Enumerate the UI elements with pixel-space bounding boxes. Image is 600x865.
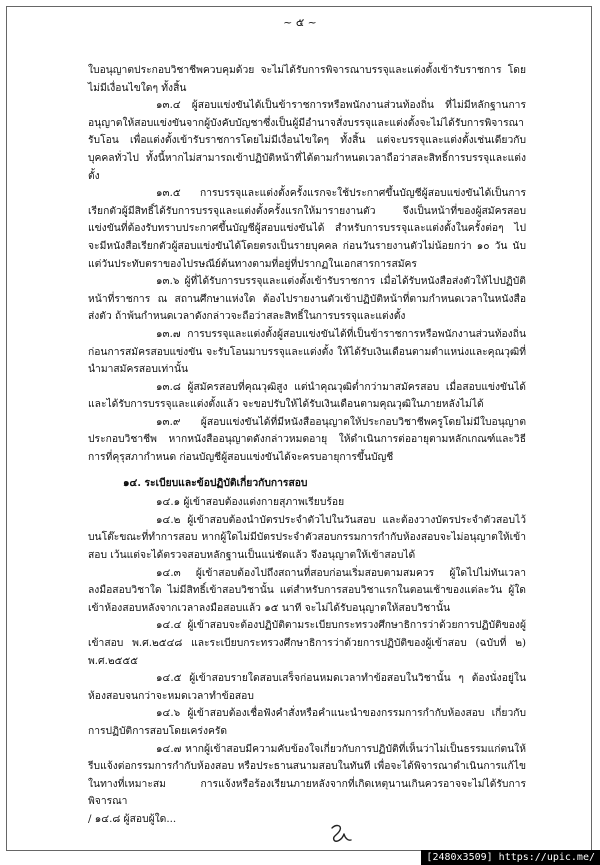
paragraph-13-7: ๑๓.๗ การบรรจุและแต่งตั้งผู้สอบแข่งขันได้ที่เป็นข้าราชการหรือพนักงานส่วนท้องถิ่นก่อนการสมัครสอบแข่งขัน จะรับโอนมาบรรจุและแต่งตั้ง ให้ได้รับเงินเดือนตามตำแหน่งและคุณวุฒิที่นำมาสมัครสอบเท่านั้น	[88, 327, 526, 376]
section-item-14-6: ๑๔.๖ ผู้เข้าสอบต้องเชื่อฟังคำสั่งหรือคำแนะนำของกรรมการกำกับห้องสอบ เกี่ยวกับการปฏิบัติการสอบโดยเคร่งครัด	[88, 707, 526, 737]
section-item-14-5: ๑๔.๕ ผู้เข้าสอบรายใดสอบเสร็จก่อนหมดเวลาทำข้อสอบในวิชานั้น ๆ ต้องนั่งอยู่ในห้องสอบจนกว่าจะหมดเวลาทำข้อสอบ	[88, 672, 526, 702]
paragraph-13-5: ๑๓.๕ การบรรจุและแต่งตั้งครั้งแรกจะใช้ประกาศขึ้นบัญชีผู้สอบแข่งขันได้เป็นการเรียกตัวผู้มีสิทธิ์ได้รับการบรรจุและแต่งตั้งครั้งแรกให้มารายงานตัว จึงเป็นหน้าที่ของผู้สมัครสอบแข่งขันที่ต้องรับทราบประกาศขึ้นบัญชีผู้สอบแข่งขันได้ สำหรับการบรรจุและแต่งตั้งในครั้งต่อๆ ไป จะมีหนังสือเรียกตัวผู้สอบแข่งขันได้โดยตรงเป็นรายบุคคล ก่อนวันรายงานตัวไม่น้อยกว่า ๑๐ วัน นับแต่วันประทับตราของไปรษณีย์ต้นทางตามที่อยู่ที่ปรากฏในเอกสารการสมัคร	[88, 187, 526, 270]
paragraph-13-6: ๑๓.๖ ผู้ที่ได้รับการบรรจุและแต่งตั้งเข้ารับราชการ เมื่อได้รับหนังสือส่งตัวให้ไปปฏิบัติหน้าที่ราชการ ณ สถานศึกษาแห่งใด ต้องไปรายงานตัวเข้าปฏิบัติหน้าที่ตามกำหนดเวลาในหนังสือส่งตัว ถ้าพ้นกำหนดเวลาดังกล่าวจะถือว่าสละสิทธิ์ในการบรรจุและแต่งตั้ง	[88, 275, 526, 323]
section-heading: ๑๔. ระเบียบและข้อปฏิบัติเกี่ยวกับการสอบ	[123, 476, 308, 489]
section-item-14-4: ๑๔.๔ ผู้เข้าสอบจะต้องปฏิบัติตามระเบียบกระทรวงศึกษาธิการว่าด้วยการปฏิบัติของผู้เข้าสอบ พ.ศ.๒๕๔๘ และระเบียบกระทรวงศึกษาธิการว่าด้วยการปฏิบัติของผู้เข้าสอบ (ฉบับที่ ๒) พ.ศ.๒๕๕๕	[88, 619, 526, 667]
page-number: ~ ๕ ~	[283, 16, 317, 29]
signature-mark	[328, 822, 354, 844]
paragraph-intro: ใบอนุญาตประกอบวิชาชีพควบคุมด้วย จะไม่ได้รับการพิจารณาบรรจุและแต่งตั้งเข้ารับราชการ โดยไม่มีเงื่อนไขใดๆ ทั้งสิ้น	[88, 64, 526, 94]
section-item-14-1: ๑๔.๑ ผู้เข้าสอบต้องแต่งกายสุภาพเรียบร้อย	[156, 496, 345, 509]
section-item-14-7: ๑๔.๗ หากผู้เข้าสอบมีความคับข้องใจเกี่ยวกับการปฏิบัติที่เห็นว่าไม่เป็นธรรมแก่ตนให้รีบแจ้งต่อกรรมการกำกับห้องสอบ หรือประธานสนามสอบในทันที เพื่อจะได้พิจารณาดำเนินการแก้ไขในทางที่เหมาะสม การแจ้งหรือร้องเรียนภายหลังจากที่เกิดเหตุนานเกินควรอาจจะไม่ได้รับการพิจารณา	[88, 742, 526, 808]
section-item-14-3: ๑๔.๓ ผู้เข้าสอบต้องไปถึงสถานที่สอบก่อนเริ่มสอบตามสมควร ผู้ใดไปไม่ทันเวลาลงมือสอบวิชาใด ไม่มีสิทธิ์เข้าสอบวิชานั้น แต่สำหรับการสอบวิชาแรกในตอนเช้าของแต่ละวัน ผู้ใดเข้าห้องสอบหลังจากเวลาลงมือสอบแล้ว ๑๕ นาที จะไม่ได้รับอนุญาตให้สอบวิชานั้น	[88, 566, 526, 614]
continuation-note: / ๑๔.๘ ผู้สอบผู้ใด...	[88, 812, 177, 825]
paragraph-13-8: ๑๓.๘ ผู้สมัครสอบที่คุณวุฒิสูง แต่นำคุณวุฒิต่ำกว่ามาสมัครสอบ เมื่อสอบแข่งขันได้และได้รับการบรรจุและแต่งตั้งแล้ว จะขอปรับให้ได้รับเงินเดือนตามคุณวุฒิในภายหลังไม่ได้	[88, 380, 526, 411]
paragraph-13-9: ๑๓.๙ ผู้สอบแข่งขันได้ที่มีหนังสืออนุญาตให้ประกอบวิชาชีพครูโดยไม่มีใบอนุญาตประกอบวิชาชีพ หากหนังสืออนุญาตดังกล่าวหมดอายุ ให้ดำเนินการต่ออายุตามหลักเกณฑ์และวิธีการที่คุรุสภากำหนด ก่อนบัญชีผู้สอบแข่งขันได้จะครบอายุการขึ้นบัญชี	[88, 415, 526, 464]
paragraph-13-4: ๑๓.๔ ผู้สอบแข่งขันได้เป็นข้าราชการหรือพนักงานส่วนท้องถิ่น ที่ไม่มีหลักฐานการอนุญาตให้สอบแข่งขันจากผู้บังคับบัญชาซึ่งเป็นผู้มีอำนาจสั่งบรรจุและแต่งตั้งจะไม่ได้รับการพิจารณารับโอน เพื่อแต่งตั้งเข้ารับราชการโดยไม่มีเงื่อนไขใดๆ ทั้งสิ้น แต่จะบรรจุและแต่งตั้งเช่นเดียวกับบุคคลทั่วไป ทั้งนี้หากไม่สามารถเข้าปฏิบัติหน้าที่ได้ตามกำหนดเวลาถือว่าสละสิทธิ์การบรรจุและแต่งตั้ง	[88, 99, 526, 182]
document-body	[88, 62, 526, 829]
section-item-14-2: ๑๔.๒ ผู้เข้าสอบต้องนำบัตรประจำตัวไปในวันสอบ และต้องวางบัตรประจำตัวสอบไว้บนโต๊ะขณะที่ทำการสอบ หากผู้ใดไม่มีบัตรประจำตัวสอบกรรมการกำกับห้องสอบจะไม่อนุญาตให้เข้าสอบ เว้นแต่จะได้ตรวจสอบหลักฐานเป็นแน่ชัดแล้ว จึงอนุญาตให้เข้าสอบได้	[88, 513, 526, 562]
image-size-badge: [2480x3509] https://upic.me/	[421, 850, 600, 865]
